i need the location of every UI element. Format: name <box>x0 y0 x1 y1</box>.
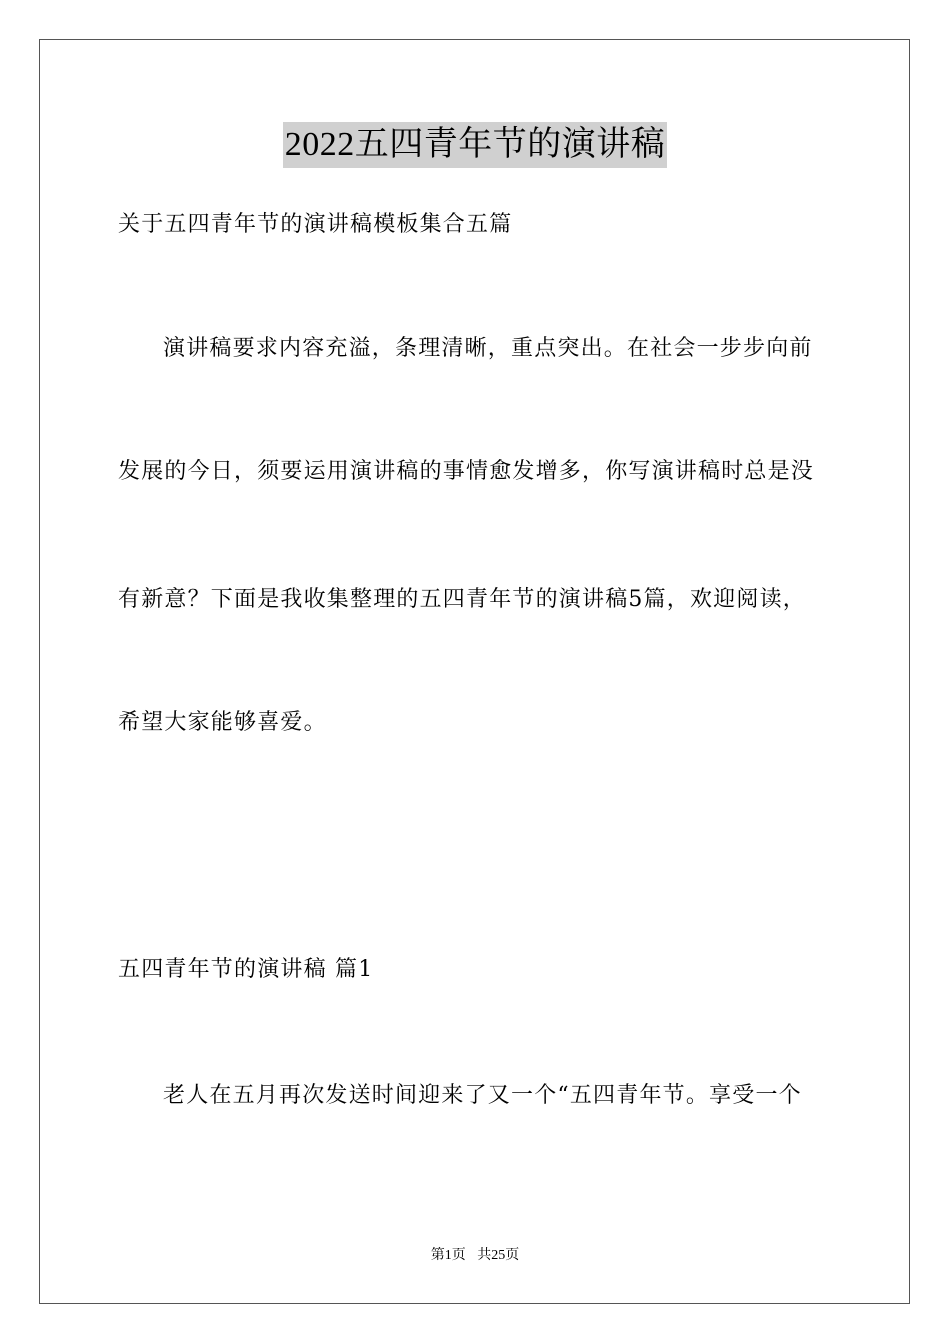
title-container <box>0 122 950 168</box>
section-heading: 五四青年节的演讲稿 篇1 <box>118 957 374 982</box>
page-number: 第1页 <box>430 1248 466 1263</box>
page-total: 共25页 <box>477 1248 520 1263</box>
intro-line-4: 希望大家能够喜爱。 <box>118 710 327 735</box>
document-title: 2022五四青年节的演讲稿 <box>283 122 668 168</box>
document-subtitle: 关于五四青年节的演讲稿模板集合五篇 <box>118 212 513 237</box>
intro-line-2: 发展的今日，须要运用演讲稿的事情愈发增多，你写演讲稿时总是没 <box>118 459 815 484</box>
section-line-1: 老人在五月再次发送时间迎来了又一个“五四青年节。享受一个 <box>163 1083 802 1108</box>
intro-line-3: 有新意？下面是我收集整理的五四青年节的演讲稿5篇，欢迎阅读， <box>118 587 806 612</box>
page-footer <box>0 1247 950 1265</box>
intro-line-1: 演讲稿要求内容充溢，条理清晰，重点突出。在社会一步步向前 <box>163 336 813 361</box>
